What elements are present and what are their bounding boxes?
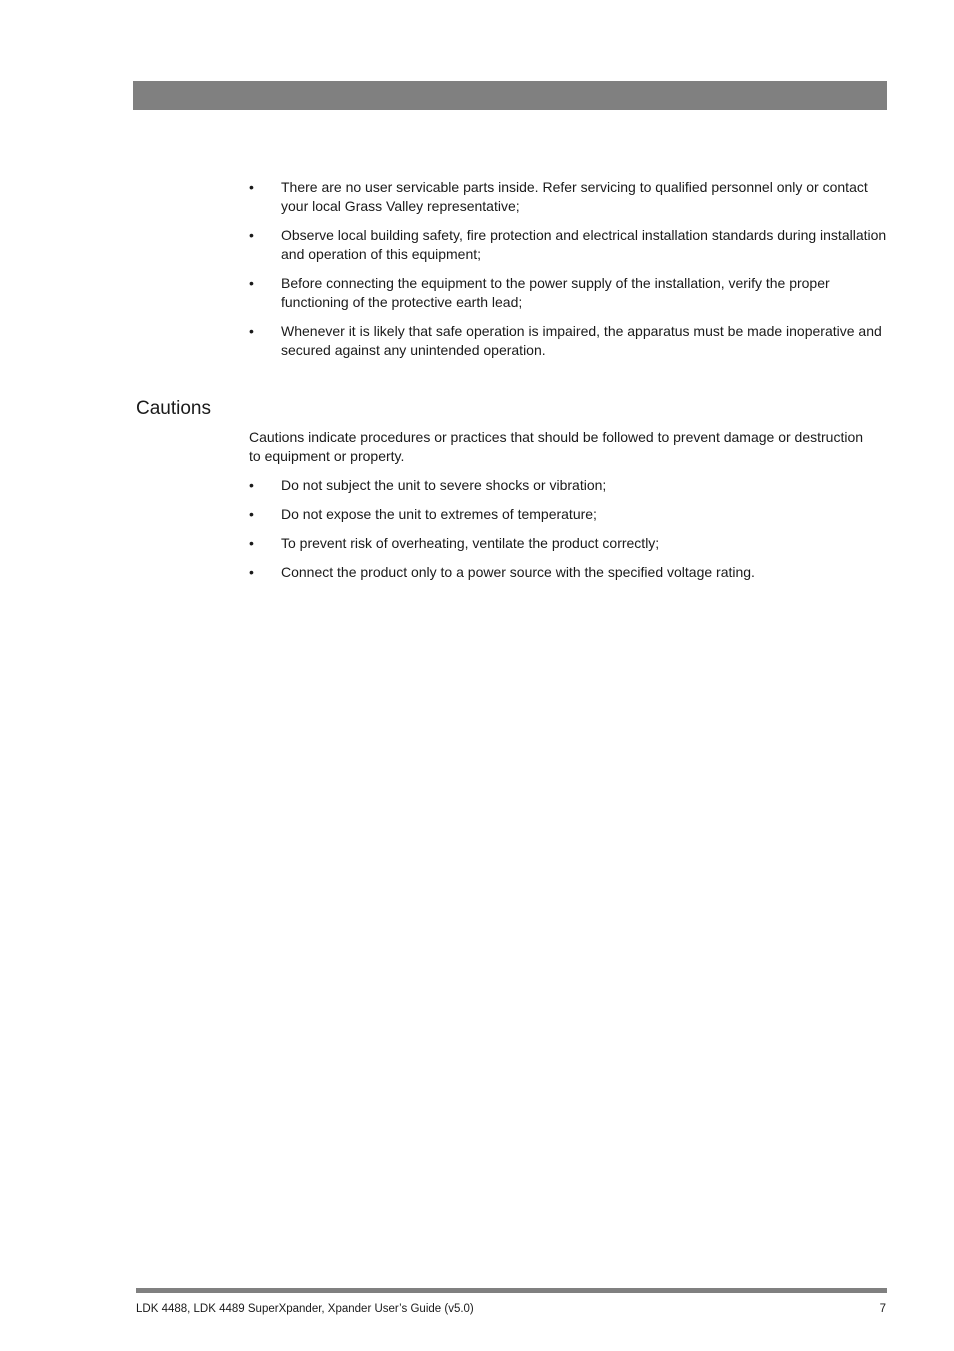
list-item-text: To prevent risk of overheating, ventilate the product correctly;	[281, 535, 660, 551]
bullet-icon: •	[249, 477, 254, 493]
list-item-text: Do not expose the unit to extremes of temperature;	[281, 506, 597, 522]
page-number: 7	[879, 1303, 886, 1315]
bullet-icon: •	[249, 227, 254, 243]
warnings-list	[249, 178, 889, 370]
bullet-icon: •	[249, 506, 254, 522]
list-item-text: There are no user servicable parts inside. Refer servicing to qualified personnel only or contact your local Grass Valley representative;	[281, 179, 868, 214]
footer-document-title: LDK 4488, LDK 4489 SuperXpander, Xpander User’s Guide (v5.0)	[136, 1303, 474, 1315]
list-item-text: Before connecting the equipment to the power supply of the installation, verify the proper functioning of the protective earth lead;	[281, 275, 830, 310]
list-item	[249, 476, 889, 495]
list-item-text: Observe local building safety, fire protection and electrical installation standards during installation and operation of this equipment;	[281, 227, 887, 262]
bullet-icon: •	[249, 275, 254, 291]
footer-rule	[136, 1288, 887, 1293]
bullet-icon: •	[249, 179, 254, 195]
list-item	[249, 226, 889, 264]
cautions-list	[249, 476, 889, 592]
bullet-icon: •	[249, 323, 254, 339]
list-item-text: Connect the product only to a power source with the specified voltage rating.	[281, 564, 755, 580]
list-item	[249, 274, 889, 312]
list-item	[249, 505, 889, 524]
bullet-icon: •	[249, 564, 254, 580]
cautions-heading: Cautions	[136, 398, 211, 419]
list-item	[249, 322, 889, 360]
header-bar	[133, 81, 887, 110]
list-item	[249, 534, 889, 553]
bullet-icon: •	[249, 535, 254, 551]
cautions-intro: Cautions indicate procedures or practices that should be followed to prevent damage or destruction to equipment or property.	[249, 429, 864, 464]
list-item	[249, 178, 889, 216]
list-item-text: Whenever it is likely that safe operation is impaired, the apparatus must be made inoperative and secured against any unintended operation.	[281, 323, 882, 358]
list-item	[249, 563, 889, 582]
list-item-text: Do not subject the unit to severe shocks or vibration;	[281, 477, 607, 493]
